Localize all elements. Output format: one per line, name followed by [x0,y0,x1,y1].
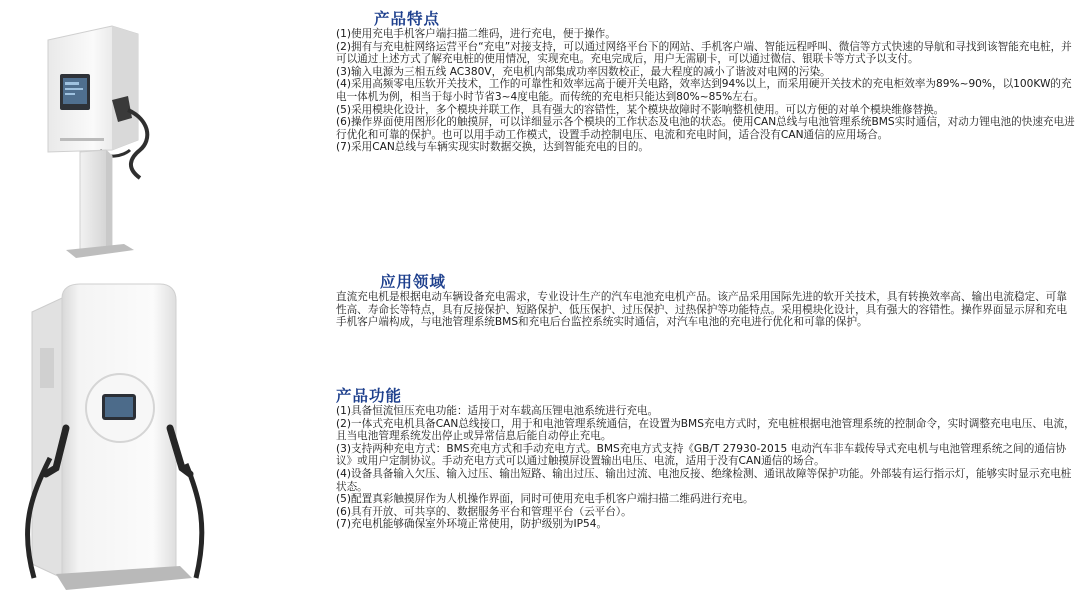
function-item: (3)支持两种充电方式：BMS充电方式和手动充电方式。BMS充电方式支持《GB/T 27930-2015 电动汽车非车载传导式充电机与电池管理系统之间的通信协议》或用户定制协议。手动充电方式可以通过触摸屏设置输出电压、电流，适用于没有CAN通信的场合。 [336,442,1067,468]
functions-title: 产品功能 [336,386,403,405]
function-item: (4)设备具备输入欠压、输入过压、输出短路、输出过压、输出过流、电池反接、绝缘检测、通讯故障等保护功能。外部装有运行指示灯，能够实时显示充电桩状态。 [336,467,1072,493]
applications-section [336,272,1076,329]
floor-charger-image [0,278,330,598]
feature-item: (3)输入电源为三相五线 AC380V，充电机内部集成功率因数校正，最大程度的减小了谐波对电网的污染。 [336,65,831,78]
function-item: (6)具有开放、可共享的、数据服务平台和管理平台（云平台）。 [336,505,632,518]
features-section [336,9,1076,154]
product-images [0,0,330,598]
feature-item: (1)使用充电手机客户端扫描二维码，进行充电，便于操作。 [336,28,616,40]
feature-item: (5)采用模块化设计，多个模块并联工作，具有强大的容错性，某个模块故障时不影响整机使用。可以方便的对单个模块维修替换。 [336,103,945,116]
function-item: (1)具备恒流恒压充电功能：适用于对车载高压锂电池系统进行充电。 [336,405,659,417]
feature-item: (7)采用CAN总线与车辆实现实时数据交换，达到智能充电的目的。 [336,141,650,154]
feature-item: (6)操作界面使用图形化的触摸屏，可以详细显示各个模块的工作状态及电池的状态。使用CAN总线与电池管理系统BMS实时通信，对动力锂电池的快速充电进行优化和可靠的保护。也可以用手动工作模式，设置手动控制电压、电流和充电时间，适合没有CAN通信的应用场合。 [336,116,1075,141]
wall-charger-image [0,0,330,270]
function-item: (2)一体式充电机具备CAN总线接口，用于和电池管理系统通信，在设置为BMS充电方式时，充电桩根据电池管理系统的控制命令，实时调整充电电压、电流，且当电池管理系统发出停止或异常信息后能自动停止充电。 [336,417,1075,443]
features-title: 产品特点 [374,9,441,28]
functions-section [336,386,1076,531]
feature-item: (2)拥有与充电桩网络运营平台“充电”对接支持，可以通过网络平台下的网站、手机客户端、智能远程呼叫、微信等方式快速的导航和寻找到该智能充电桩，并可以通过上述方式了解充电桩的使用情况，实现充电。充电完成后，用户无需刷卡，可以通过微信、银联卡等方式予以支付。 [336,40,1072,66]
function-item: (5)配置真彩触摸屏作为人机操作界面，同时可使用充电手机客户端扫描二维码进行充电。 [336,493,754,506]
function-item: (7)充电机能够确保室外环境正常使用，防护级别为IP54。 [336,518,608,531]
applications-text: 直流充电机是根据电动车辆设备充电需求，专业设计生产的汽车电池充电机产品。该产品采用国际先进的软开关技术，具有转换效率高、输出电流稳定、可靠性高、寿命长等特点，具有反接保护、短路保护、低压保护、过压保护、过热保护等功能特点。采用模块化设计，具有强大的容错性。操作界面显示屏和充电手机客户端构成，与电池管理系统BMS和充电后台监控系统实时通信，对汽车电池的充电进行优化和可靠的保护。 [336,291,1067,329]
applications-title: 应用领域 [380,272,447,291]
feature-item: (4)采用高频零电压软开关技术，工作的可靠性和效率远高于硬开关电路，效率达到94%以上，而采用硬开关技术的充电柜效率为89%~90%，以100KW的充电一体机为例，相当于每小时节省3~4度电能。而传统的充电柜只能达到80%~85%左右。 [336,78,1072,103]
